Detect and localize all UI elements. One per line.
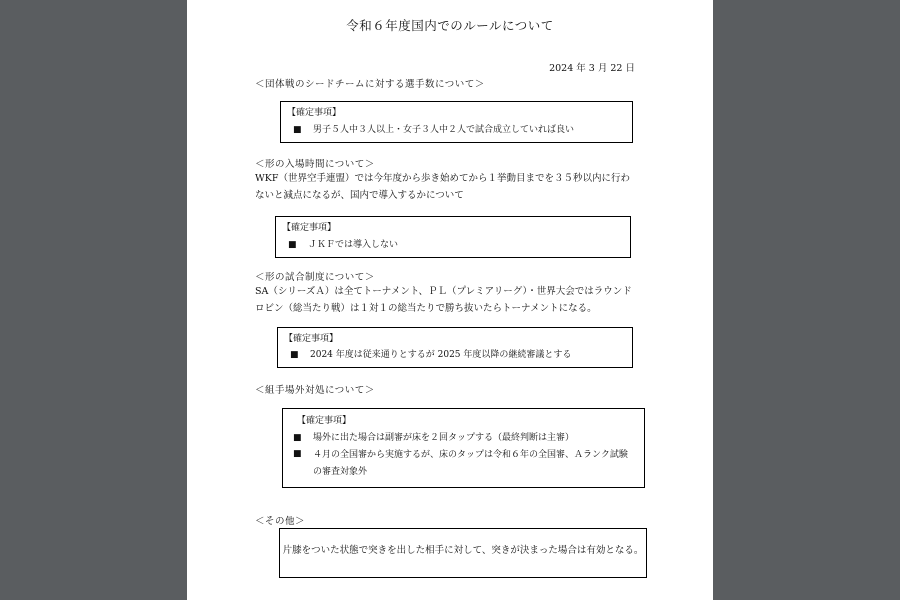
bullet-icon: ■ — [293, 449, 302, 459]
section-heading-team-seed: ＜団体戦のシードチームに対する選手数について＞ — [255, 79, 485, 90]
document-page — [187, 0, 713, 600]
section-heading-kata-entry: ＜形の入場時間について＞ — [255, 159, 375, 170]
list-item-text: ＪＫＦでは導入しない — [308, 240, 399, 250]
bullet-icon: ■ — [293, 433, 302, 443]
section-heading-kumite-out: ＜組手場外対処について＞ — [255, 385, 375, 396]
document-date: 2024 年 3 月 22 日 — [549, 63, 635, 74]
section-heading-kata-system: ＜形の試合制度について＞ — [255, 272, 375, 283]
document-title: 令和６年度国内でのルールについて — [346, 18, 554, 33]
box-title: 【確定事項】 — [284, 334, 339, 344]
note-text: 片膝をついた状態で突きを出した相手に対して、突きが決まった場合は有効となる。 — [282, 545, 644, 556]
section-paragraph-kata-entry: WKF（世界空手連盟）では今年度から歩き始めてから１挙動目までを３５秒以内に行わないと減点になるが、国内で導入するかについて — [255, 173, 630, 201]
bullet-icon: ■ — [293, 125, 302, 135]
decision-box-team-seed — [280, 101, 633, 143]
section-heading-other: ＜その他＞ — [255, 516, 306, 527]
decision-box-kumite-out — [282, 408, 645, 488]
bullet-icon: ■ — [290, 350, 299, 360]
decision-box-kata-system — [277, 327, 633, 368]
section-paragraph-kata-system: SA（シリーズＡ）は全てトーナメント、ＰＬ（プレミアリーグ）・世界大会ではラウンドロビン（総当たり戦）は１対１の総当たりで勝ち抜いたらトーナメントになる。 — [255, 286, 632, 314]
list-item-text: 男子５人中３人以上・女子３人中２人で試合成立していれば良い — [313, 125, 575, 135]
bullet-icon: ■ — [288, 240, 297, 250]
decision-box-kata-entry — [275, 216, 631, 258]
list-item-text: ４月の全国審から実施するが、床のタップは令和６年の全国審、Ａランク試験の審査対象外 — [313, 450, 628, 477]
box-title: 【確定事項】 — [287, 108, 342, 118]
list-item-text: 場外に出た場合は副審が床を２回タップする（最終判断は主審） — [313, 433, 575, 443]
box-title: 【確定事項】 — [297, 416, 352, 426]
list-item-text: 2024 年度は従来通りとするが 2025 年度以降の継続審議とする — [310, 350, 572, 360]
note-box-other — [279, 528, 647, 578]
box-title: 【確定事項】 — [282, 223, 337, 233]
